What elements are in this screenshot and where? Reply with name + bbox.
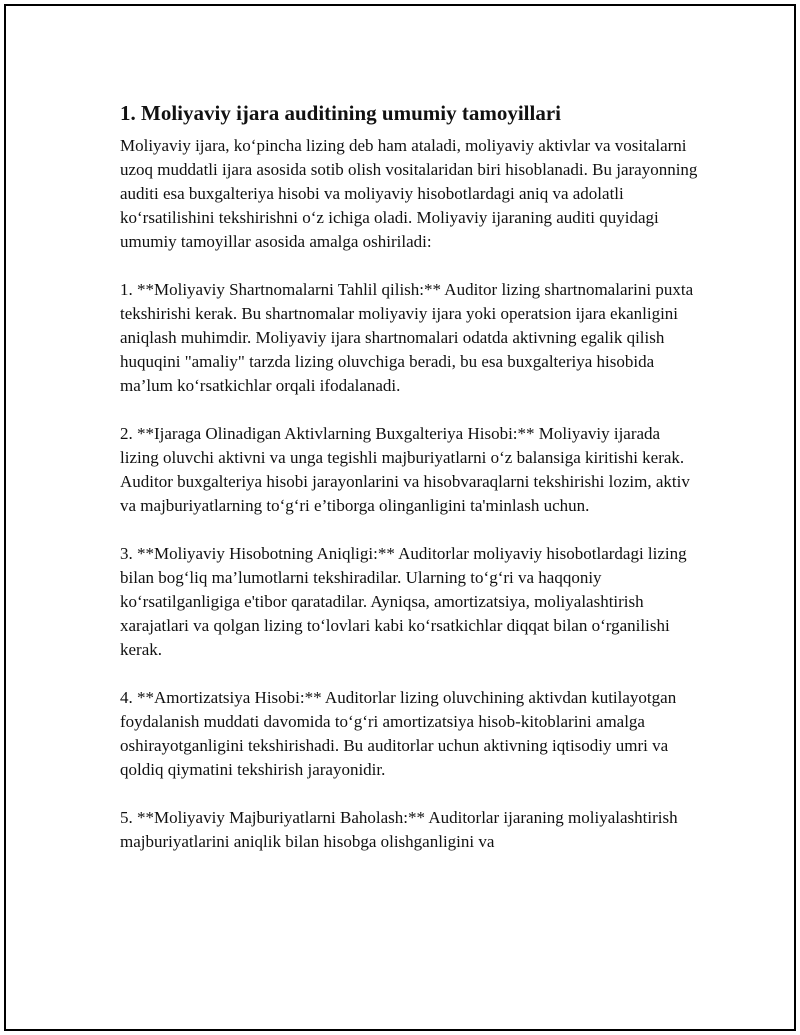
page-frame xyxy=(4,4,796,1031)
document-content xyxy=(120,100,700,878)
principle-4-paragraph: 4. **Amortizatsiya Hisobi:** Auditorlar lizing oluvchining aktivdan kutilayotgan foydalanish muddati davomida toʻgʻri amortizatsiya hisob-kitoblarini amalga oshirayotganligini tekshirishadi. Bu auditorlar uchun aktivning iqtisodiy umri va qoldiq qiymatini tekshirish jarayonidir. xyxy=(120,688,677,779)
principle-1-paragraph: 1. **Moliyaviy Shartnomalarni Tahlil qilish:** Auditor lizing shartnomalarini puxta tekshirishi kerak. Bu shartnomalar moliyaviy ijara yoki operatsion ijara ekanligini aniqlash muhimdir. Moliyaviy ijara shartnomalari odatda aktivning egalik qilish huquqini "amaliy" tarzda lizing oluvchiga beradi, bu esa buxgalteriya hisobida ma’lum koʻrsatkichlar orqali ifodalanadi. xyxy=(120,280,694,395)
principle-2-paragraph: 2. **Ijaraga Olinadigan Aktivlarning Buxgalteriya Hisobi:** Moliyaviy ijarada lizing oluvchi aktivni va unga tegishli majburiyatlarni oʻz balansiga kiritishi kerak. Auditor buxgalteriya hisobi jarayonlarini va hisobvaraqlarni tekshirishi lozim, aktiv va majburiyatlarning toʻgʻri e’tiborga olinganligini ta'minlash uchun. xyxy=(120,424,690,515)
principle-3-paragraph: 3. **Moliyaviy Hisobotning Aniqligi:** Auditorlar moliyaviy hisobotlardagi lizing bilan bogʻliq ma’lumotlarni tekshiradilar. Ularning toʻgʻri va haqqoniy koʻrsatilganligiga e'tibor qaratadilar. Ayniqsa, amortizatsiya, moliyalashtirish xarajatlari va qolgan lizing toʻlovlari kabi koʻrsatkichlar diqqat bilan oʻrganilishi kerak. xyxy=(120,544,687,659)
principle-5-paragraph: 5. **Moliyaviy Majburiyatlarni Baholash:** Auditorlar ijaraning moliyalashtirish majburiyatlarini aniqlik bilan hisobga olishganligini va xyxy=(120,808,678,851)
section-heading: 1. Moliyaviy ijara auditining umumiy tamoyillari xyxy=(120,101,562,125)
intro-paragraph: Moliyaviy ijara, koʻpincha lizing deb ham ataladi, moliyaviy aktivlar va vositalarni uzoq muddatli ijara asosida sotib olish vositalaridan biri hisoblanadi. Bu jarayonning auditi esa buxgalteriya hisobi va moliyaviy hisobotlardagi aniq va adolatli koʻrsatilishini tekshirishni oʻz ichiga oladi. Moliyaviy ijaraning auditi quyidagi umumiy tamoyillar asosida amalga oshiriladi: xyxy=(120,136,698,251)
